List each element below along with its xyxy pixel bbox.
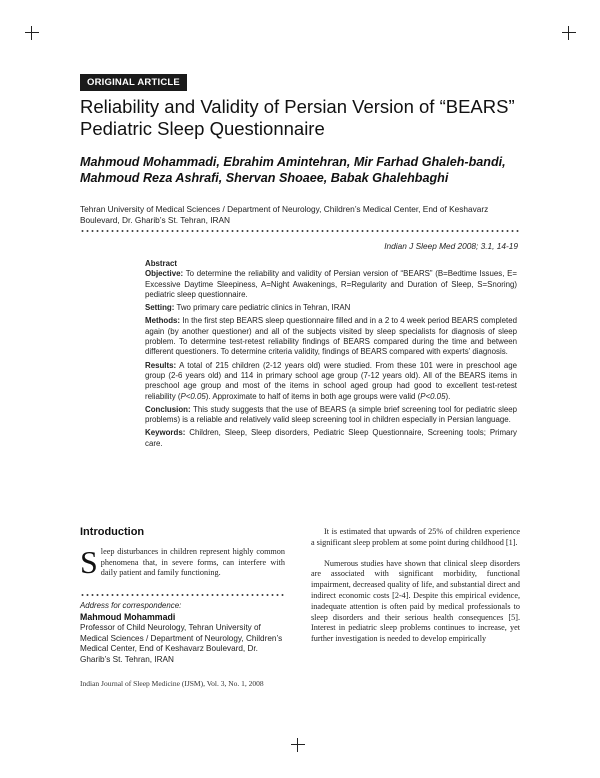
conclusion-label: Conclusion: bbox=[145, 404, 191, 414]
abstract-block bbox=[145, 259, 517, 452]
crop-mark-top-left bbox=[25, 26, 39, 40]
crop-mark-bottom-center bbox=[291, 738, 305, 752]
methods-text: In the first step BEARS sleep questionnaire filled and in a 2 to 4 week period BEARS completed again (by another questioner) and all of the subjects visited by sleep specialists for diagnosis of sleep problem. To determine test-retest reliability findings of BEARS compared during the time and between different questioners. To determine criteria validity, findings of BEARS compared with experts’ diagnosis. bbox=[145, 316, 517, 357]
abstract-methods bbox=[145, 316, 517, 357]
results-p-value-2: P<0.05 bbox=[420, 391, 446, 401]
introduction-lead-text: leep disturbances in children represent highly common phenomena that, in severe forms, can interfere with daily patient and family functioning. bbox=[100, 547, 285, 577]
setting-label: Setting: bbox=[145, 303, 175, 313]
results-text-2: ). Approximate to half of items in both age groups were valid ( bbox=[205, 391, 421, 401]
abstract-results bbox=[145, 361, 517, 402]
objective-text: To determine the reliability and validity of Persian version of “BEARS” (B=Bedtime Issues, E= Excessive Daytime Sleepiness, A=Night Awakenings, R=Regularity and Duration of Sleep, S=Snoring) pediatric sleep questionnaire. bbox=[145, 269, 517, 299]
setting-text: Two primary care pediatric clinics in Tehran, IRAN bbox=[176, 303, 351, 313]
right-column-paragraph-1: It is estimated that upwards of 25% of children experience a significant sleep problem at some point during childhood [1]. bbox=[311, 527, 520, 547]
drop-cap: S bbox=[80, 544, 98, 580]
keywords-label: Keywords: bbox=[145, 428, 186, 438]
conclusion-text: This study suggests that the use of BEARS (a simple brief screening tool for pediatric sleep problems) is a reliable and relatively valid sleep screening tool in children especially in Persian language. bbox=[145, 404, 517, 425]
author-list: Mahmoud Mohammadi, Ebrahim Amintehran, Mir Farhad Ghaleh-bandi, Mahmoud Reza Ashrafi, Shervan Shoaee, Babak Ghalehbaghi bbox=[80, 155, 506, 185]
results-p-value-1: P<0.05 bbox=[180, 391, 206, 401]
keywords-text: Children, Sleep, Sleep disorders, Pediatric Sleep Questionnaire, Screening tools; Primary care. bbox=[145, 428, 517, 448]
correspondence-name: Mahmoud Mohammadi bbox=[80, 612, 176, 622]
right-column-paragraph-2: Numerous studies have shown that clinical sleep disorders are associated with significant morbidity, functional impairment, decreased quality of life, and substantial direct and indirect economic costs [2-4]. Despite this empirical evidence, inadequate attention is often paid by medical professionals to sleep disorders and their serious health consequences [5]. Interest in pediatric sleep problems continues to increase, yet further investigation is needed to develop empirically bbox=[311, 558, 520, 644]
introduction-lead bbox=[80, 544, 285, 580]
methods-label: Methods: bbox=[145, 316, 181, 326]
dotted-divider-top bbox=[80, 230, 520, 232]
correspondence-label: Address for correspondence: bbox=[80, 601, 182, 610]
results-text-3: ). bbox=[445, 391, 451, 401]
right-column-text bbox=[311, 527, 520, 655]
abstract-setting bbox=[145, 303, 517, 313]
journal-citation: Indian J Sleep Med 2008; 3.1, 14-19 bbox=[384, 241, 518, 251]
article-type-badge: ORIGINAL ARTICLE bbox=[80, 74, 187, 91]
results-label: Results: bbox=[145, 360, 177, 370]
abstract-heading: Abstract bbox=[145, 259, 178, 268]
introduction-heading: Introduction bbox=[80, 526, 145, 538]
article-title: Reliability and Validity of Persian Version of “BEARS” Pediatric Sleep Questionnaire bbox=[80, 96, 515, 139]
dotted-divider-correspondence bbox=[80, 594, 285, 596]
crop-mark-top-right bbox=[562, 26, 576, 40]
page-footer: Indian Journal of Sleep Medicine (IJSM), Vol. 3, No. 1, 2008 bbox=[80, 679, 264, 688]
abstract-objective bbox=[145, 269, 517, 300]
abstract-conclusion bbox=[145, 405, 517, 426]
objective-label: Objective: bbox=[145, 269, 184, 279]
affiliation: Tehran University of Medical Sciences / Department of Neurology, Children’s Medical Center, End of Keshavarz Boulevard, Dr. Gharib’s St. Tehran, IRAN bbox=[80, 204, 489, 225]
abstract-keywords bbox=[145, 428, 517, 449]
correspondence-address: Professor of Child Neurology, Tehran University of Medical Sciences / Department of Neurology, Children’s Medical Center, End of Keshavarz Boulevard, Dr. Gharib’s St. Tehran, IRAN bbox=[80, 623, 283, 664]
results-text-1: A total of 215 children (2-12 years old) were studied. From these 101 were in preschool age group (2-6 years old) and 114 in primary school age group (7-12 years old). All of the BEARS items in preschool age group and most of the items in school aged group had good to excellent test-retest reliability ( bbox=[145, 360, 517, 401]
